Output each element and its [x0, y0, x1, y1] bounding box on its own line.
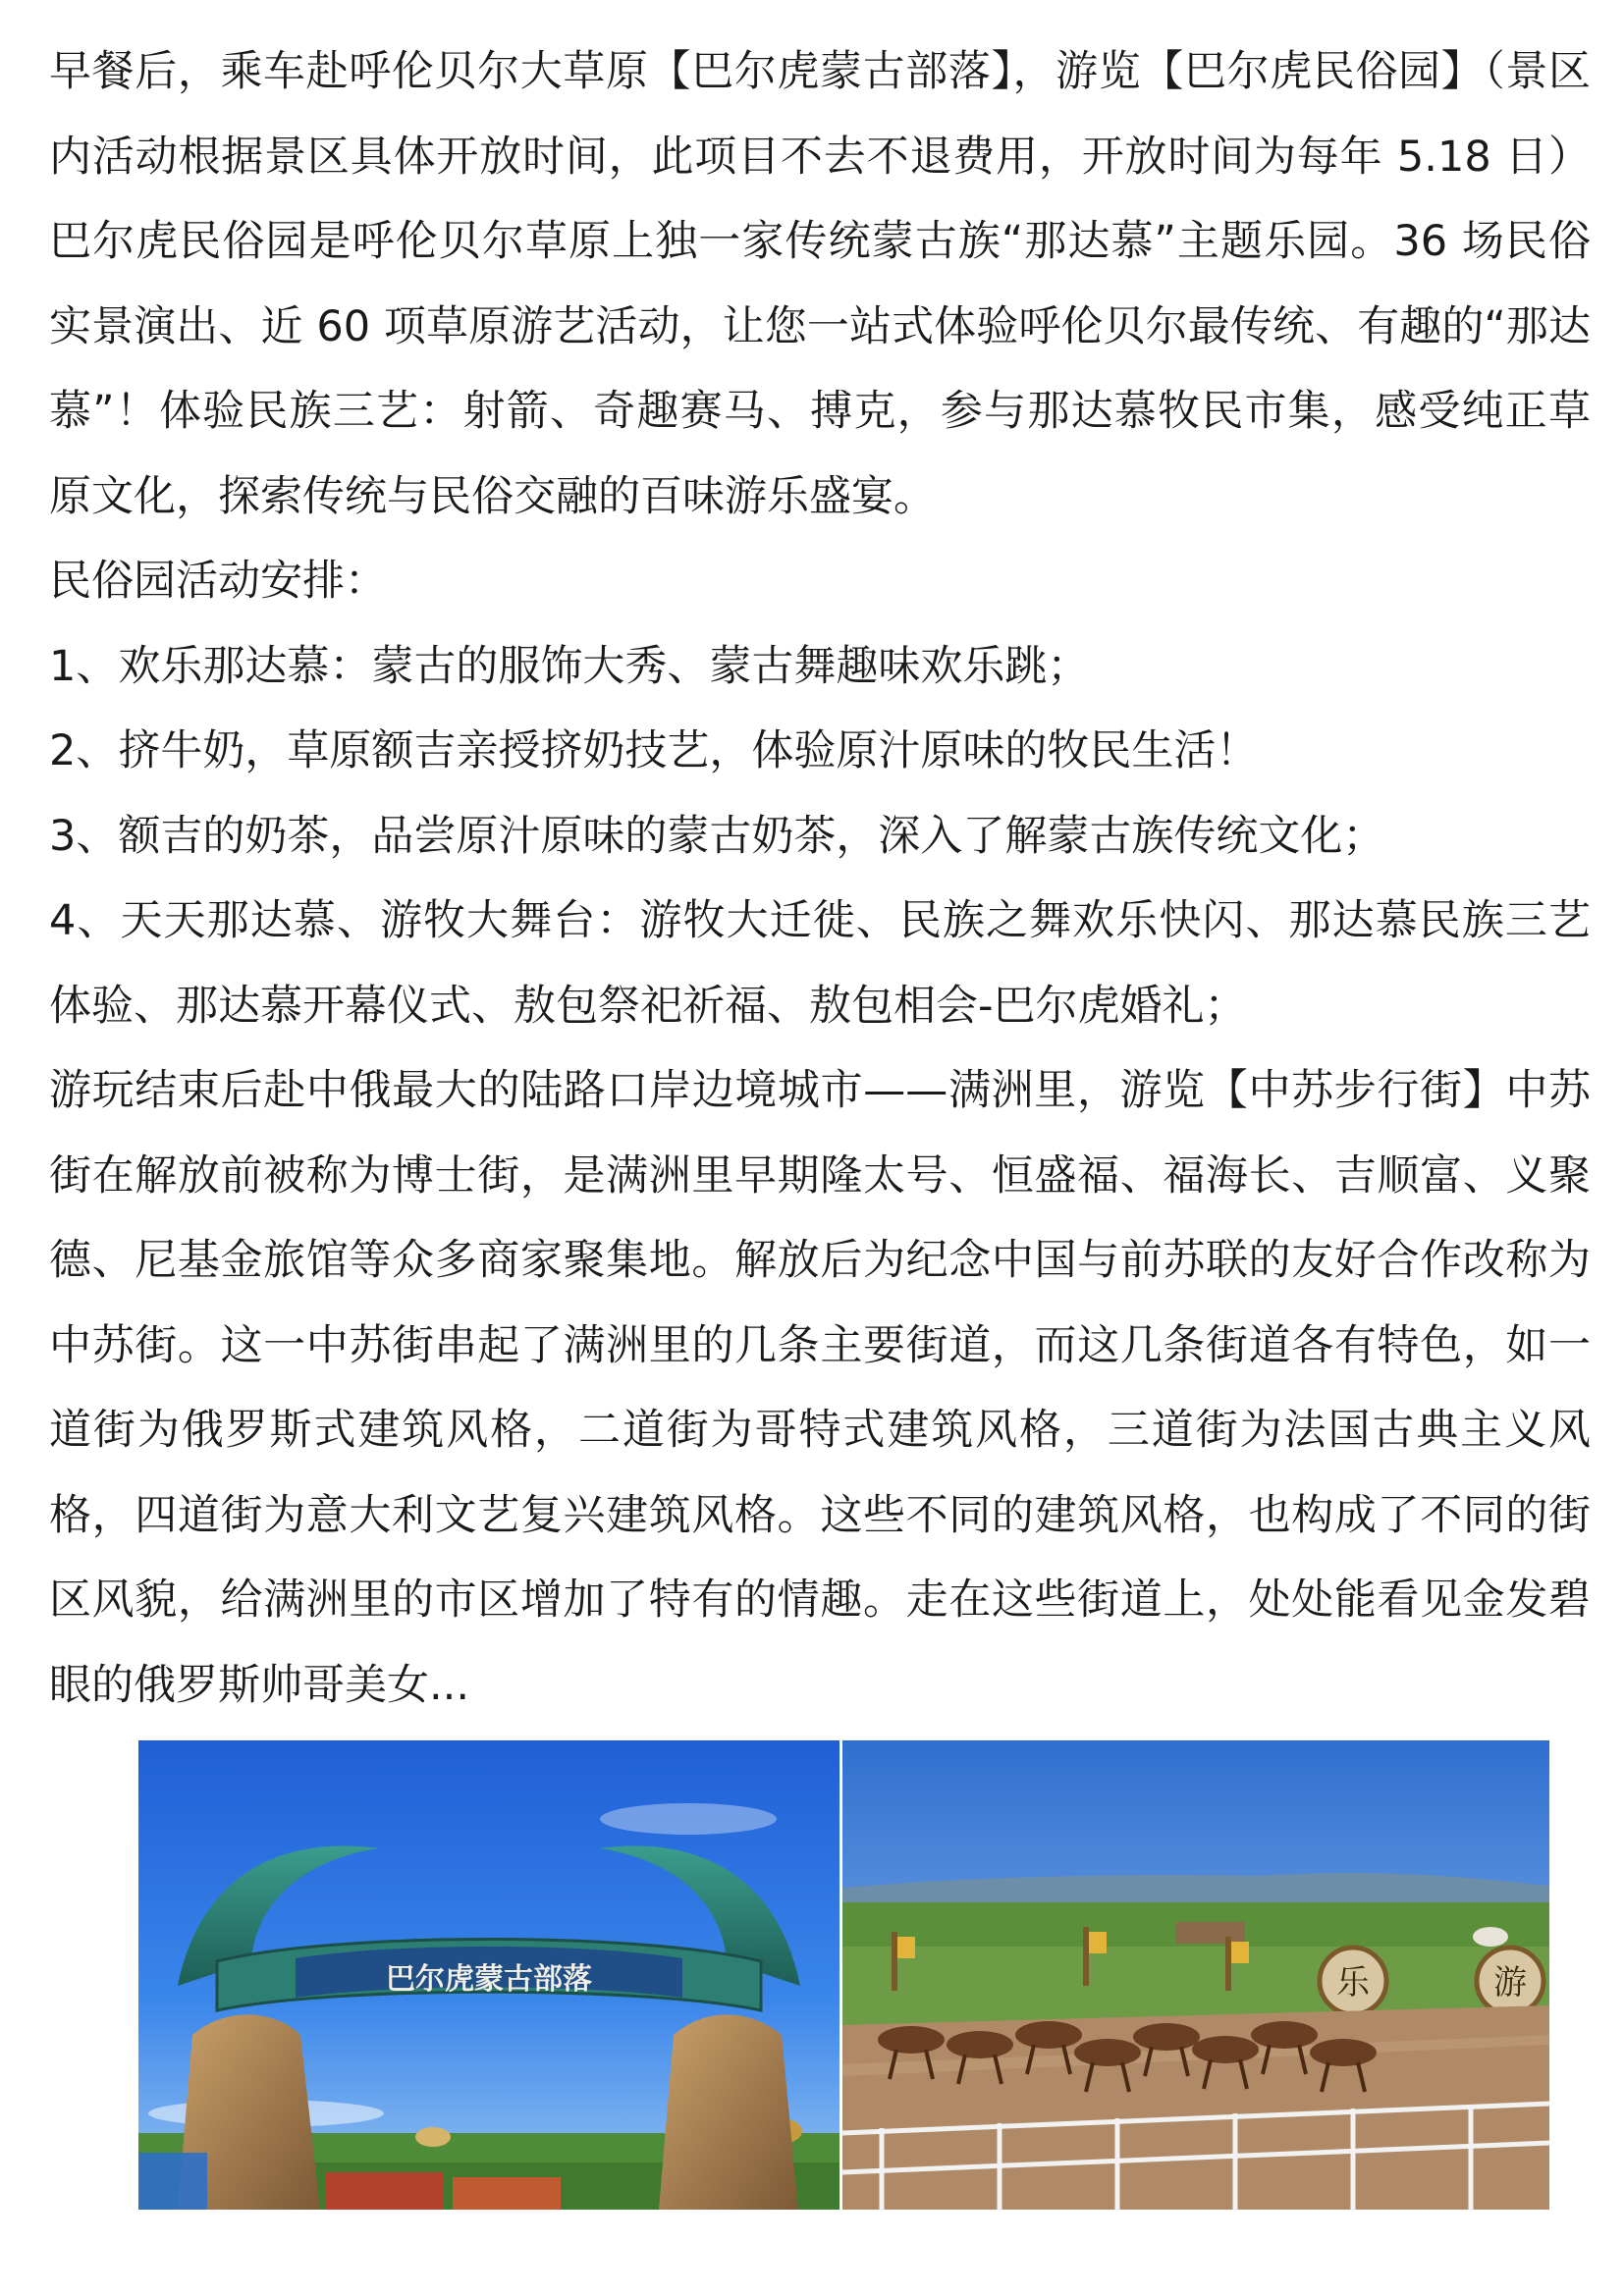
paragraph-intro: 早餐后，乘车赴呼伦贝尔大草原【巴尔虎蒙古部落】，游览【巴尔虎民俗园】（景区内活动根据景区具体开放时间，此项目不去不退费用，开放时间为每年 5.18 日）巴尔虎民俗园是呼伦贝尔草原上独一家传统蒙古族“那达慕”主题乐园。36 场民俗实景演出、近 60 项草原游艺活动，让您一站式体验呼伦贝尔最传统、有趣的“那达慕”！体验民族三艺：射箭、奇趣赛马、搏克，参与那达慕牧民市集，感受纯正草原文化，探索传统与民俗交融的百味游乐盛宴。	[49, 47, 1592, 521]
horse-race-illustration	[842, 1740, 1549, 2210]
badge-le-text: 乐	[1336, 1963, 1370, 2002]
paragraph-schedule-title: 民俗园活动安排：	[49, 557, 387, 606]
paragraph-schedule-item-4: 4、天天那达慕、游牧大舞台：游牧大迁徙、民族之舞欢乐快闪、那达慕民族三艺体验、那达慕开幕仪式、敖包祭祀祈福、敖包相会-巴尔虎婚礼；	[49, 896, 1591, 1031]
badge-you-text: 游	[1493, 1963, 1527, 2002]
paragraph-schedule-item-1: 1、欢乐那达慕：蒙古的服饰大秀、蒙古舞趣味欢乐跳；	[49, 641, 1090, 691]
paragraph-schedule-item-2: 2、挤牛奶，草原额吉亲授挤奶技艺，体验原汁原味的牧民生活！	[49, 726, 1259, 775]
paragraph-manzhouli: 游玩结束后赴中俄最大的陆路口岸边境城市——满洲里，游览【中苏步行街】中苏街在解放前被称为博士街，是满洲里早期隆太号、恒盛福、福海长、吉顺富、义聚德、尼基金旅馆等众多商家聚集地。解放后为纪念中国与前苏联的友好合作改称为中苏街。这一中苏街串起了满洲里的几条主要街道，而这几条街道各有特色，如一道街为俄罗斯式建筑风格，二道街为哥特式建筑风格，三道街为法国古典主义风格，四道街为意大利文艺复兴建筑风格。这些不同的建筑风格，也构成了不同的街区风貌，给满洲里的市区增加了特有的情趣。走在这些街道上，处处能看见金发碧眼的俄罗斯帅哥美女...	[49, 1066, 1591, 1710]
barhu-gate-illustration	[138, 1740, 839, 2210]
itinerary-text	[49, 29, 1591, 1728]
gate-sign-text: 巴尔虎蒙古部落	[386, 1962, 592, 1997]
photo-barhu-gate	[138, 1740, 839, 2210]
paragraph-schedule-item-3: 3、额吉的奶茶，品尝原汁原味的蒙古奶茶，深入了解蒙古族传统文化；	[49, 811, 1385, 861]
photo-horse-race	[842, 1740, 1549, 2210]
photo-strip	[138, 1740, 1549, 2210]
